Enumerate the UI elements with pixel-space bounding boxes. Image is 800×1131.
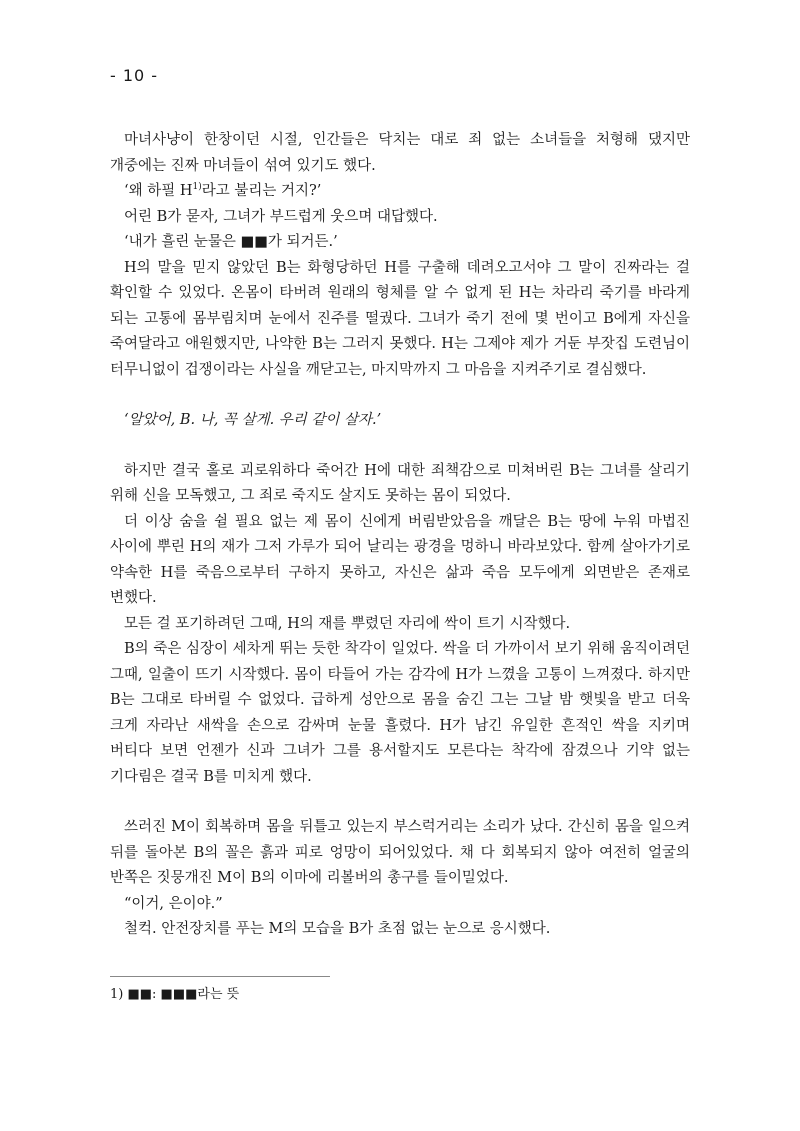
- dialogue-line: ‘내가 흘린 눈물은 ■■가 되거든.’: [124, 234, 338, 250]
- footnote-reference: 1): [192, 182, 202, 193]
- body-text: [110, 128, 690, 943]
- italic-quote: ‘알았어, B. 나, 꼭 살게. 우리 같이 살자.’: [124, 412, 382, 428]
- paragraph: 모든 걸 포기하려던 그때, H의 재를 뿌렸던 자리에 싹이 트기 시작했다.: [124, 615, 571, 632]
- dialogue-text: ‘왜 하필 H: [124, 183, 193, 199]
- paragraph: H의 말을 믿지 않았던 B는 화형당하던 H를 구출해 데려오고서야 그 말이 진짜라는 걸 확인할 수 있었다. 온몸이 타버려 원래의 형체를 알 수 없게 된 H는 차라리 죽기를 바라게 되는 고통에 몸부림치며 눈에서 진주를 떨궜다. 그녀가 죽기 전에 몇 번이고 B에게 자신을 죽여달라고 애원했지만, 나약한 B는 그러지 못했다. H는 그제야 제가 거둔 부잣집 도련님이 터무니없이 겁쟁이라는 사실을 깨닫고는, 마지막까지 그 마음을 지켜주기로 결심했다.: [110, 259, 690, 378]
- dialogue-text: 라고 불리는 거지?’: [201, 183, 322, 199]
- dialogue-line: “이거, 은이야.”: [124, 895, 223, 912]
- paragraph: 마녀사냥이 한창이던 시절, 인간들은 닥치는 대로 죄 없는 소녀들을 처형해 댔지만 개중에는 진짜 마녀들이 섞여 있기도 했다.: [110, 132, 690, 174]
- page-number: - 10 -: [110, 66, 159, 85]
- paragraph: 하지만 결국 홀로 괴로워하다 죽어간 H에 대한 죄책감으로 미쳐버린 B는 그녀를 살리기 위해 신을 모독했고, 그 죄로 죽지도 살지도 못하는 몸이 되었다.: [110, 462, 690, 504]
- paragraph: 쓰러진 M이 회복하며 몸을 뒤틀고 있는지 부스럭거리는 소리가 났다. 간신히 몸을 일으켜 뒤를 돌아본 B의 꼴은 흙과 피로 엉망이 되어있었다. 채 다 회복되지 않아 여전히 얼굴의 반쪽은 짓뭉개진 M이 B의 이마에 리볼버의 총구를 들이밀었다.: [110, 819, 690, 886]
- footnote-divider: [110, 976, 330, 977]
- dialogue-line: [110, 179, 690, 205]
- footnote: 1) ■■: ■■■라는 뜻: [110, 987, 240, 1002]
- paragraph: 철컥. 안전장치를 푸는 M의 모습을 B가 초점 없는 눈으로 응시했다.: [124, 921, 551, 937]
- paragraph: 어린 B가 묻자, 그녀가 부드럽게 웃으며 대답했다.: [124, 208, 438, 225]
- paragraph: 더 이상 숨을 쉴 필요 없는 제 몸이 신에게 버림받았음을 깨달은 B는 땅에 누워 마법진 사이에 뿌린 H의 재가 그저 가루가 되어 날리는 광경을 멍하니 바라보았다. 함께 살아가기로 약속한 H를 죽음으로부터 구하지 못하고, 자신은 삶과 죽음 모두에게 외면받은 존재로 변했다.: [110, 513, 690, 606]
- paragraph: B의 죽은 심장이 세차게 뛰는 듯한 착각이 일었다. 싹을 더 가까이서 보기 위해 움직이려던 그때, 일출이 뜨기 시작했다. 몸이 타들어 가는 감각에 H가 느꼈을 고통이 느껴졌다. 하지만 B는 그대로 타버릴 수 없었다. 급하게 성안으로 몸을 숨긴 그는 그날 밤 햇빛을 받고 더욱 크게 자라난 새싹을 손으로 감싸며 눈물 흘렸다. H가 남긴 유일한 흔적인 싹을 지키며 버티다 보면 언젠가 신과 그녀가 그를 용서할지도 모른다는 착각에 잠겼으나 기약 없는 기다림은 결국 B를 미치게 했다.: [110, 641, 690, 785]
